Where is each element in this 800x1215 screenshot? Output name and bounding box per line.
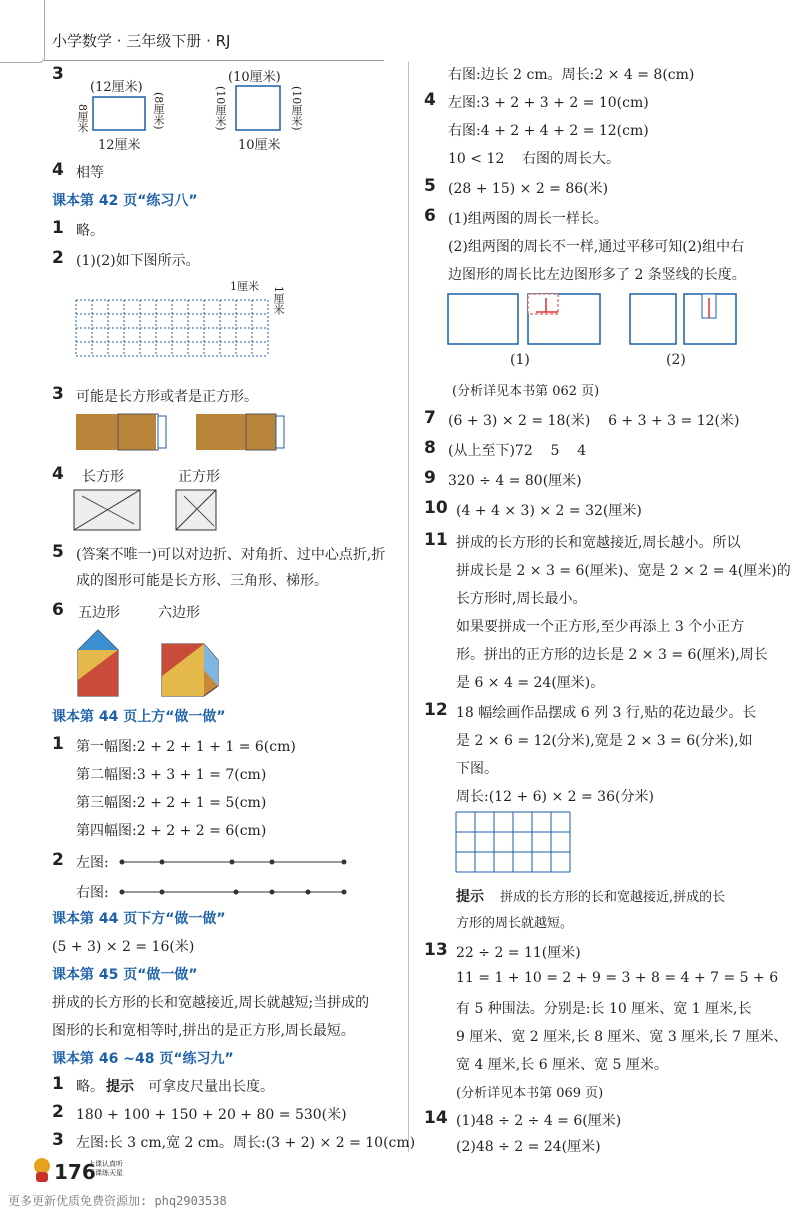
rect1-top-label: (12厘米)	[90, 80, 143, 95]
shape-label: 六边形	[158, 605, 200, 621]
shape-label: 正方形	[178, 469, 220, 485]
q-number: 3	[52, 1130, 64, 1150]
answer-text: 11 = 1 + 10 = 2 + 9 = 3 + 8 = 4 + 7 = 5 + 6	[456, 970, 779, 986]
answer-text: 右图:边长 2 cm。周长:2 × 4 = 8(cm)	[448, 67, 695, 83]
answer-text: 是 2 × 6 = 12(分米),宽是 2 × 3 = 6(分米),如	[456, 733, 753, 749]
answer-text: 略。	[76, 1079, 104, 1095]
q-number: 2	[52, 850, 64, 870]
q-number: 3	[52, 384, 64, 404]
answer-text: 左图:长 3 cm,宽 2 cm。周长:(3 + 2) × 2 = 10(cm)	[76, 1135, 416, 1151]
answer-text: 第四幅图:2 + 2 + 2 = 6(cm)	[76, 823, 267, 839]
answer-text: 拼成长是 2 × 3 = 6(厘米)、宽是 2 × 2 = 4(厘米)的	[456, 563, 791, 579]
answer-text: 如果要拼成一个正方形,至少再添上 3 个小正方	[456, 619, 745, 635]
rect1-left-label: 8厘米	[76, 104, 89, 133]
answer-text: (1)组两图的周长一样长。	[448, 211, 608, 227]
q-number: 2	[52, 248, 64, 268]
tip-label: 提示	[456, 889, 484, 905]
shape-label: 长方形	[82, 469, 124, 485]
answer-text: 左图:	[76, 855, 109, 871]
q-number: 5	[52, 542, 64, 562]
answer-text: 第二幅图:3 + 3 + 1 = 7(cm)	[76, 767, 267, 783]
answer-text: 18 幅绘画作品摆成 6 列 3 行,贴的花边最少。长	[456, 705, 757, 721]
tip-label: 提示	[106, 1079, 134, 1095]
q-number: 6	[52, 600, 64, 620]
grid-label: 1厘米	[230, 280, 259, 293]
footer-tag-line2: 下课练天星	[88, 1169, 123, 1177]
answer-text: 成的图形可能是长方形、三角形、梯形。	[76, 573, 328, 589]
q-number: 9	[424, 468, 436, 488]
answer-text: (6 + 3) × 2 = 18(米) 6 + 3 + 3 = 12(米)	[448, 413, 740, 429]
answer-text: 右图:4 + 2 + 4 + 2 = 12(cm)	[448, 123, 649, 139]
tangram-figures	[78, 630, 218, 700]
answer-text: 180 + 100 + 150 + 20 + 80 = 530(米)	[76, 1107, 347, 1123]
answer-text: 有 5 种围法。分别是:长 10 厘米、宽 1 厘米,长	[456, 1001, 752, 1017]
mascot-icon	[30, 1156, 54, 1184]
q-number: 4	[52, 160, 64, 180]
q-number: 6	[424, 206, 436, 226]
shape-label: 五边形	[78, 605, 120, 621]
q-number: 13	[424, 940, 448, 960]
rectangles-figure	[0, 0, 400, 160]
rect2-right-label: (10厘米)	[290, 86, 303, 131]
q-number: 1	[52, 1074, 64, 1094]
rect2-top-label: (10厘米)	[228, 70, 281, 85]
answer-text: 形。拼出的正方形的边长是 2 × 3 = 6(厘米),周长	[456, 647, 768, 663]
q-number: 3	[52, 64, 64, 84]
tip-text: 拼成的长方形的长和宽越接近,拼成的长	[500, 890, 726, 905]
watermark: 更多更新优质免费资源加: phq2903538	[8, 1194, 227, 1208]
answer-text: 第三幅图:2 + 2 + 1 = 5(cm)	[76, 795, 267, 811]
q-number: 1	[52, 734, 64, 754]
grid-label: 1厘米	[272, 286, 285, 315]
page-number: 176	[54, 1160, 96, 1184]
answer-text: 9 厘米、宽 2 厘米,长 8 厘米、宽 3 厘米,长 7 厘米、	[456, 1029, 788, 1045]
section-heading: 课本第 46 ~48 页“练习九”	[52, 1051, 234, 1067]
note-text: (分析详见本书第 062 页)	[452, 384, 600, 399]
answer-text: (4 + 4 × 3) × 2 = 32(厘米)	[456, 503, 642, 519]
footer-tagline	[88, 1160, 123, 1178]
q-number: 10	[424, 498, 448, 518]
answer-text: 周长:(12 + 6) × 2 = 36(分米)	[456, 789, 654, 805]
page-header: 小学数学 · 三年级下册 · RJ	[52, 32, 231, 50]
answer-text: 下图。	[456, 761, 498, 777]
answer-text: 拼成的长方形的长和宽越接近,周长越小。所以	[456, 535, 741, 551]
tip-text: 方形的周长就越短。	[456, 916, 574, 931]
paper-fold-figures	[76, 414, 296, 454]
figure-caption: (2)	[666, 352, 686, 368]
number-line-figures	[118, 854, 358, 898]
q-number: 1	[52, 218, 64, 238]
answer-text: (28 + 15) × 2 = 86(米)	[448, 181, 609, 197]
answer-text: 相等	[76, 165, 104, 181]
section-heading: 课本第 44 页下方“做一做”	[52, 911, 226, 927]
note-text: (分析详见本书第 069 页)	[456, 1086, 604, 1101]
answer-text: 边图形的周长比左边图形多了 2 条竖线的长度。	[448, 267, 746, 283]
q-number: 4	[52, 464, 64, 484]
answer-text: (2)48 ÷ 2 = 24(厘米)	[456, 1139, 601, 1155]
q-number: 12	[424, 700, 448, 720]
column-divider	[408, 62, 409, 1152]
answer-text: 左图:3 + 2 + 3 + 2 = 10(cm)	[448, 95, 649, 111]
answer-text: (5 + 3) × 2 = 16(米)	[52, 939, 195, 955]
answer-text: 可能是长方形或者是正方形。	[76, 389, 258, 405]
answer-text: (1)(2)如下图所示。	[76, 253, 200, 269]
answer-text: 图形的长和宽相等时,拼出的是正方形,周长最短。	[52, 1023, 355, 1039]
section-heading: 课本第 44 页上方“做一做”	[52, 709, 226, 725]
artwork-grid-figure	[456, 812, 576, 876]
q-number: 2	[52, 1102, 64, 1122]
footer-tag-line1: 上课认真听	[88, 1160, 123, 1168]
q-number: 14	[424, 1108, 448, 1128]
q-number: 8	[424, 438, 436, 458]
folded-shapes-figure	[74, 490, 234, 532]
q-number: 7	[424, 408, 436, 428]
q-number: 5	[424, 176, 436, 196]
section-heading: 课本第 45 页“做一做”	[52, 967, 198, 983]
tip-text: 可拿皮尺量出长度。	[148, 1079, 274, 1095]
answer-text: 10 < 12 右图的周长大。	[448, 151, 621, 167]
rect1-right-label: (8厘米)	[152, 92, 165, 130]
answer-text: 是 6 × 4 = 24(厘米)。	[456, 675, 605, 691]
perimeter-translation-figure	[446, 292, 746, 348]
answer-text: 320 ÷ 4 = 80(厘米)	[448, 473, 582, 489]
dot-grid	[76, 300, 276, 370]
answer-text: (2)组两图的周长不一样,通过平移可知(2)组中右	[448, 239, 745, 255]
figure-caption: (1)	[510, 352, 530, 368]
rect2-left-label: (10厘米)	[214, 86, 227, 131]
q-number: 4	[424, 90, 436, 110]
answer-text: (从上至下)72 5 4	[448, 443, 587, 459]
section-heading: 课本第 42 页“练习八”	[52, 193, 198, 209]
rect2-bottom-label: 10厘米	[238, 138, 281, 153]
answer-text: 22 ÷ 2 = 11(厘米)	[456, 945, 581, 961]
answer-text: 略。	[76, 223, 104, 239]
answer-text: 长方形时,周长最小。	[456, 591, 587, 607]
answer-text: 右图:	[76, 885, 109, 901]
answer-text: (答案不唯一)可以对边折、对角折、过中心点折,折	[76, 547, 386, 563]
rect1-bottom-label: 12厘米	[98, 138, 141, 153]
answer-text: 第一幅图:2 + 2 + 1 + 1 = 6(cm)	[76, 739, 296, 755]
answer-text: 宽 4 厘米,长 6 厘米、宽 5 厘米。	[456, 1057, 668, 1073]
q-number: 11	[424, 530, 448, 550]
answer-text: (1)48 ÷ 2 ÷ 4 = 6(厘米)	[456, 1113, 622, 1129]
answer-text: 拼成的长方形的长和宽越接近,周长就越短;当拼成的	[52, 995, 370, 1011]
